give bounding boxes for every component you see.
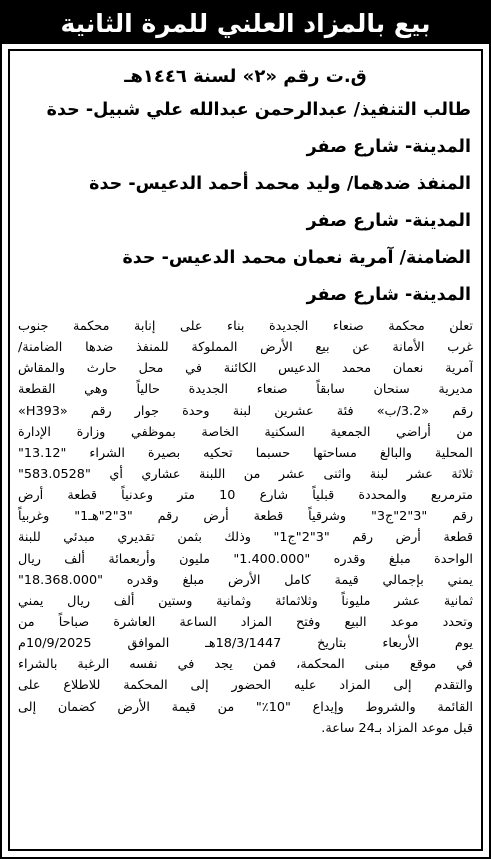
body-line: قبل موعد المزاد بـ24 ساعة.	[321, 720, 473, 736]
parties-block	[20, 62, 471, 314]
header-line: المدينة- شارع صفر	[306, 211, 471, 231]
header-line: طالب التنفيذ/ عبدالرحمن عبدالله علي شبيل- حدة	[46, 100, 471, 120]
body-line: ثلاثة عشر لبنة واثنى عشر من اللبنة عشاري أي "583.0528"	[18, 466, 473, 482]
body-line: غرب الأمانة عن بيع الأرض المملوكة للمنفذ ضدها الضامنة/	[18, 340, 473, 356]
header-line: المدينة- شارع صفر	[306, 285, 471, 305]
body-line: يمني بإجمالي قيمة كامل الأرض مبلغ وقدره "18.368.000"	[18, 572, 473, 588]
header-line: الضامنة/ آمرية نعمان محمد الدعيس- حدة	[122, 248, 471, 268]
body-line: قطعة أرض رقم "3"2"ج1" وذلك بثمن تقديري مبدئي للبنة	[18, 530, 473, 546]
notice-title: بيع بالمزاد العلني للمرة الثانية	[2, 2, 489, 44]
body-line: ثمانية عشر مليوناً وثلاثمائة وثمانية وستين ألف ريال يمني	[18, 593, 473, 609]
body-line: رقم "3"2"ج3" وشرقياً قطعة أرض رقم "3"2"هـ1" وغربياً	[18, 509, 473, 525]
body-line: من أراضي الجمعية السكنية الخاصة بموظفي وزارة الإدارة	[18, 424, 473, 440]
header-line: المنفذ ضدهما/ وليد محمد أحمد الدعيس- حدة	[89, 174, 471, 194]
body-line: الواحدة مبلغ وقدره "1.400.000" مليون وأربعمائة ألف ريال	[18, 551, 473, 567]
body-line: يوم الأربعاء بتاريخ 18/3/1447هـ الموافق 10/9/2025م	[18, 636, 473, 652]
body-line: القائمة والشروط وإيداع "10٪" من قيمة الأرض كضمان إلى	[18, 699, 473, 715]
notice-body	[18, 316, 473, 739]
body-line: آمرية نعمان محمد الدعيس الكائنة في محل حارث والمقاش	[18, 361, 473, 377]
body-line: المحلية والبالغ مساحتها حسبما تحكيه بصيرة الشراء "13.12"	[18, 445, 473, 461]
case-number: ق.ت رقم «٢» لسنة ١٤٤٦هـ	[124, 66, 367, 87]
header-line: المدينة- شارع صفر	[306, 137, 471, 157]
body-line: رقم «3.2/ب» فئة عشرين لبنة وحدة جوار رقم «H393»	[18, 403, 473, 419]
body-line: مترمربع والمحددة قبلياً شارع 10 متر وعدنياً قطعة أرض	[18, 488, 473, 504]
body-line: مديرية سنحان سابقاً صنعاء الجديدة حالياً وهي القطعة	[18, 382, 473, 398]
body-line: والتقدم إلى المزاد عليه الحضور إلى المحكمة للاطلاع على	[18, 678, 473, 694]
body-line: تعلن محكمة صنعاء الجديدة بناء على إنابة محكمة جنوب	[18, 319, 473, 334]
body-line: في موقع مبنى المحكمة، فمن يجد في نفسه الرغبة بالشراء	[18, 657, 473, 673]
body-line: وتحدد موعد البيع وفتح المزاد الساعة العاشرة صباحاً من	[18, 614, 473, 630]
